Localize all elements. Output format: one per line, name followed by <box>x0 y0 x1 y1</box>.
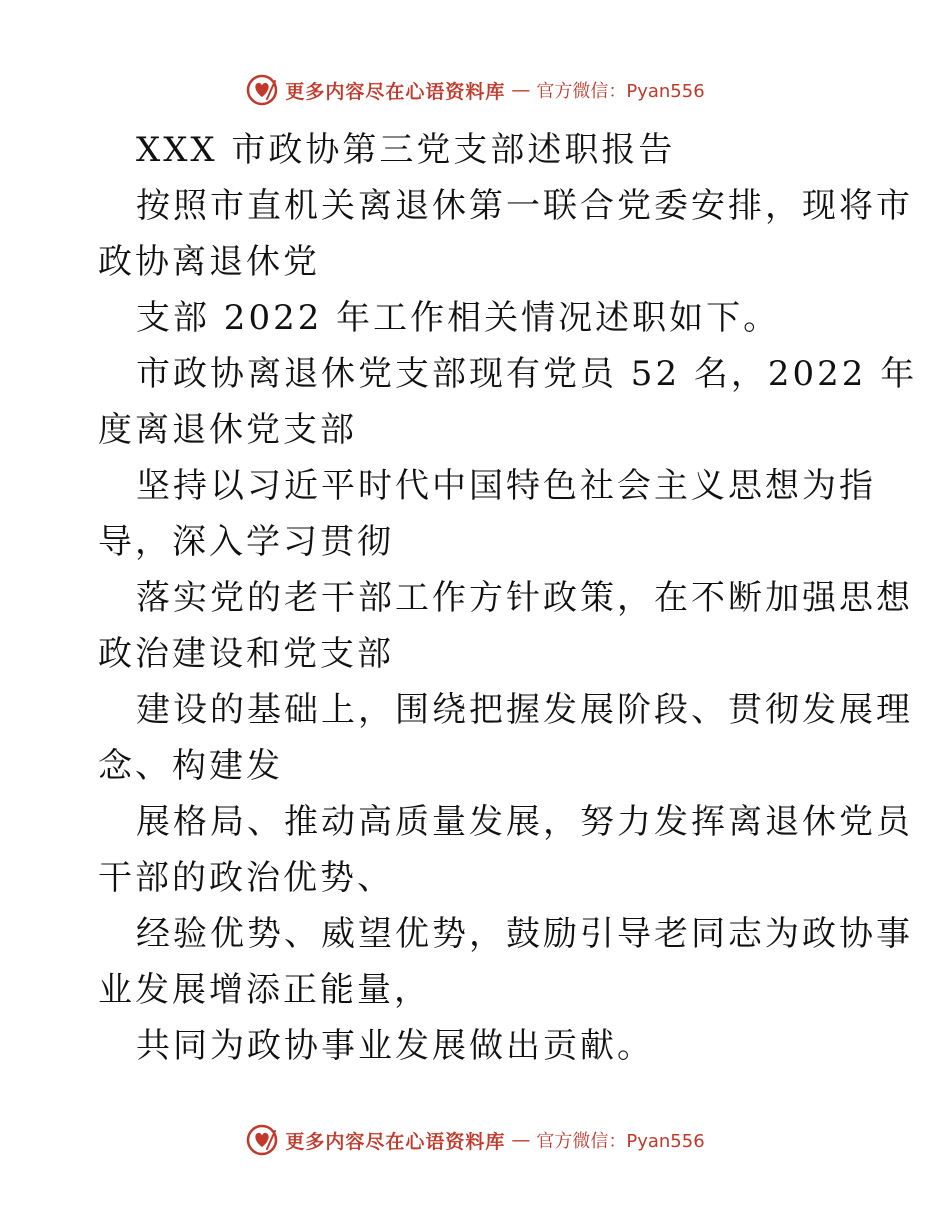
heart-pen-logo-icon <box>245 73 279 107</box>
document-line: 政协离退休党 <box>98 242 320 282</box>
document-line: 建设的基础上，围绕把握发展阶段、贯彻发展理 <box>136 690 913 730</box>
document-body <box>98 122 918 1074</box>
document-line: 导，深入学习贯彻 <box>98 522 394 562</box>
heart-pen-logo-icon <box>245 1123 279 1157</box>
document-line: 坚持以习近平时代中国特色社会主义思想为指 <box>136 466 876 506</box>
document-line: 按照市直机关离退休第一联合党委安排，现将市 <box>136 186 913 226</box>
document-line: 市政协离退休党支部现有党员 52 名，2022 年 <box>136 354 918 394</box>
document-line: 念、构建发 <box>98 746 283 786</box>
document-line: 业发展增添正能量， <box>98 970 431 1010</box>
watermark-footer <box>0 1120 950 1160</box>
watermark-text: 更多内容尽在心语资料库 <box>285 80 506 103</box>
document-line: XXX 市政协第三党支部述职报告 <box>136 130 676 170</box>
watermark-header <box>0 70 950 110</box>
watermark-text: 更多内容尽在心语资料库 <box>285 1130 506 1153</box>
document-line: 经验优势、威望优势，鼓励引导老同志为政协事 <box>136 914 913 954</box>
document-line: 展格局、推动高质量发展，努力发挥离退休党员 <box>136 802 913 842</box>
document-line: 支部 2022 年工作相关情况述职如下。 <box>136 298 781 338</box>
document-line: 共同为政协事业发展做出贡献。 <box>136 1026 654 1066</box>
document-line: 落实党的老干部工作方针政策，在不断加强思想 <box>136 578 913 618</box>
watermark-separator: — <box>511 79 531 101</box>
document-line: 度离退休党支部 <box>98 410 357 450</box>
watermark-contact: 官方微信：Pyan556 <box>536 81 705 102</box>
watermark-separator: — <box>511 1129 531 1151</box>
document-line: 政治建设和党支部 <box>98 634 394 674</box>
watermark-contact: 官方微信：Pyan556 <box>536 1131 705 1152</box>
document-line: 干部的政治优势、 <box>98 858 394 898</box>
